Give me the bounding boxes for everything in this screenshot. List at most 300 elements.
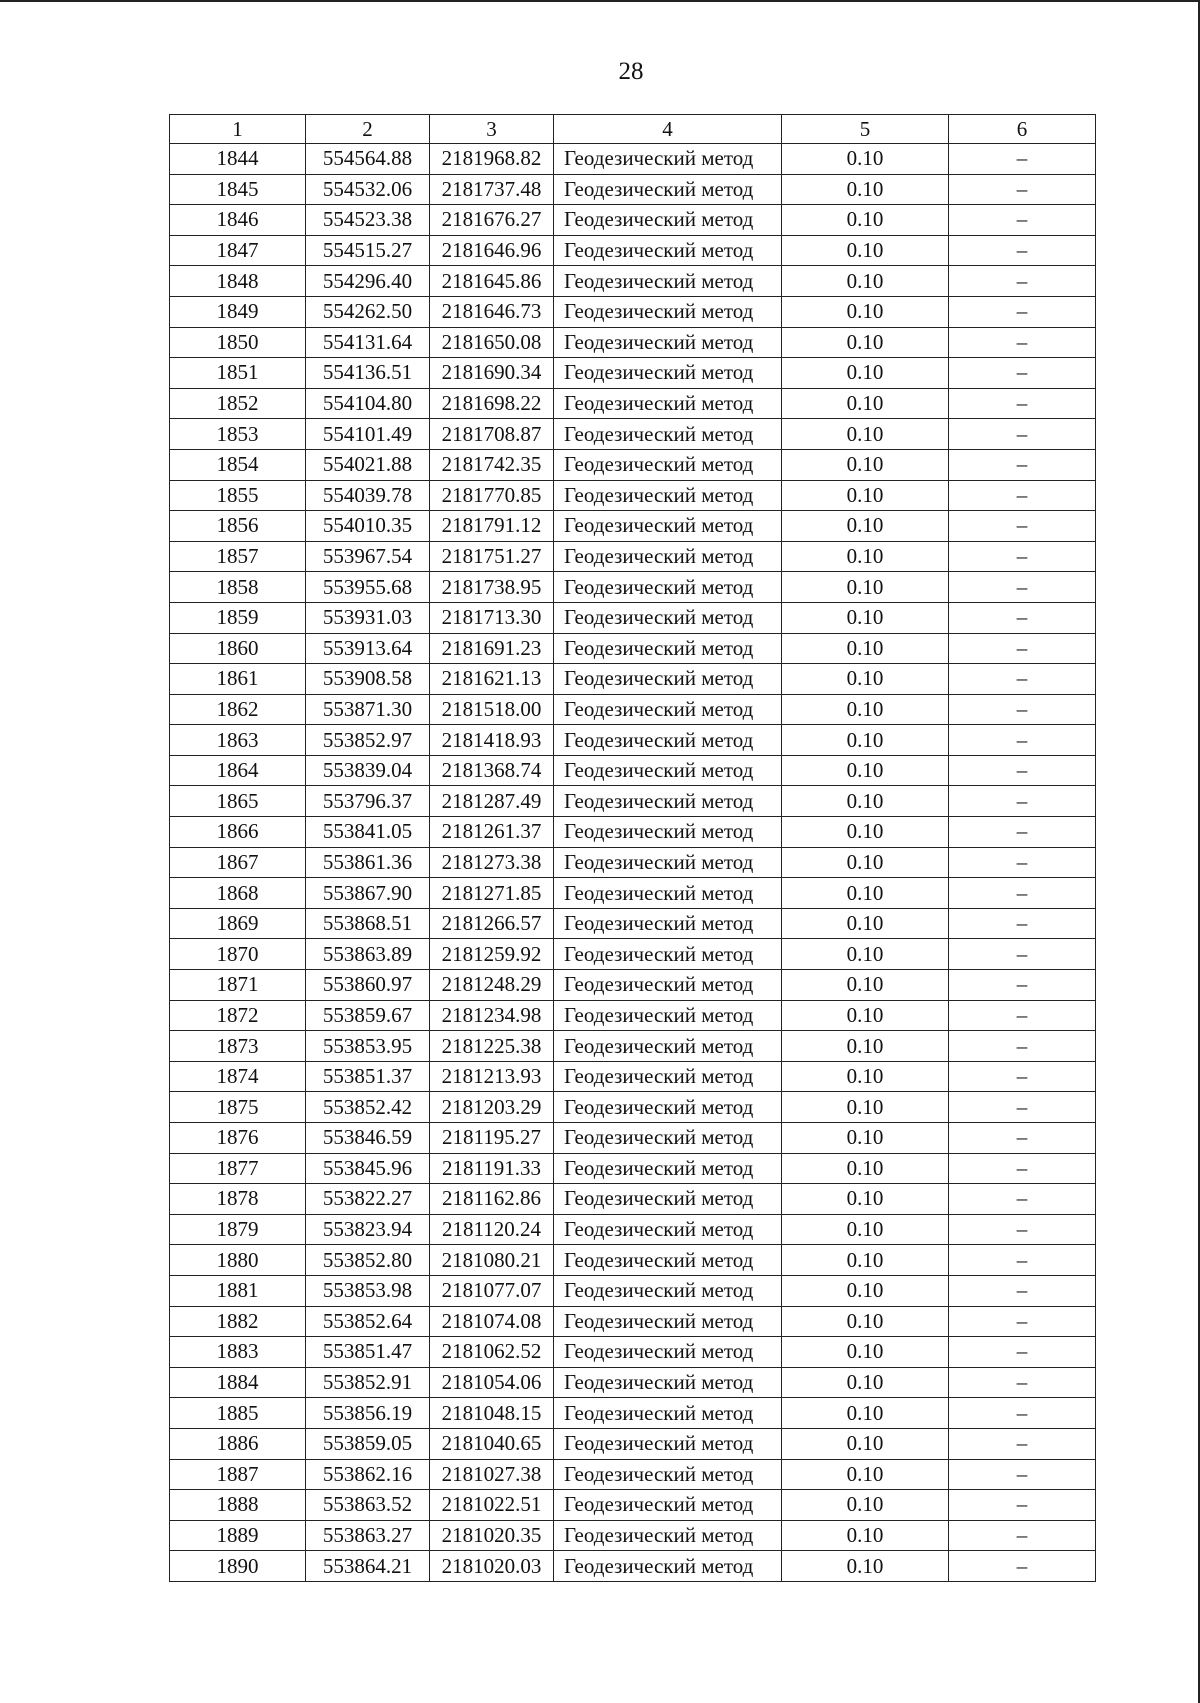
y-coordinate-cell: 2181621.13 (430, 664, 554, 695)
x-coordinate-cell: 554136.51 (306, 358, 430, 389)
table-row (170, 1490, 1096, 1521)
table-row (170, 908, 1096, 939)
x-coordinate-cell: 553867.90 (306, 878, 430, 909)
point-number-cell: 1872 (170, 1000, 306, 1031)
note-cell: – (949, 1367, 1096, 1398)
accuracy-cell: 0.10 (782, 1520, 949, 1551)
accuracy-cell: 0.10 (782, 327, 949, 358)
table-row (170, 1031, 1096, 1062)
point-number-cell: 1860 (170, 633, 306, 664)
note-cell: – (949, 786, 1096, 817)
table-row (170, 327, 1096, 358)
y-coordinate-cell: 2181708.87 (430, 419, 554, 450)
column-header: 3 (430, 115, 554, 144)
accuracy-cell: 0.10 (782, 1245, 949, 1276)
method-cell: Геодезический метод (554, 1123, 782, 1154)
point-number-cell: 1846 (170, 205, 306, 236)
point-number-cell: 1874 (170, 1061, 306, 1092)
table-row (170, 235, 1096, 266)
y-coordinate-cell: 2181698.22 (430, 388, 554, 419)
table-row (170, 511, 1096, 542)
x-coordinate-cell: 553913.64 (306, 633, 430, 664)
point-number-cell: 1887 (170, 1459, 306, 1490)
point-number-cell: 1879 (170, 1214, 306, 1245)
accuracy-cell: 0.10 (782, 1490, 949, 1521)
note-cell: – (949, 1490, 1096, 1521)
note-cell: – (949, 1245, 1096, 1276)
point-number-cell: 1862 (170, 694, 306, 725)
note-cell: – (949, 266, 1096, 297)
table-row (170, 358, 1096, 389)
point-number-cell: 1881 (170, 1275, 306, 1306)
table-row (170, 602, 1096, 633)
y-coordinate-cell: 2181271.85 (430, 878, 554, 909)
x-coordinate-cell: 554131.64 (306, 327, 430, 358)
method-cell: Геодезический метод (554, 755, 782, 786)
point-number-cell: 1884 (170, 1367, 306, 1398)
accuracy-cell: 0.10 (782, 633, 949, 664)
table-row (170, 1153, 1096, 1184)
point-number-cell: 1876 (170, 1123, 306, 1154)
method-cell: Геодезический метод (554, 1367, 782, 1398)
table-row (170, 1398, 1096, 1429)
x-coordinate-cell: 553864.21 (306, 1551, 430, 1582)
accuracy-cell: 0.10 (782, 694, 949, 725)
x-coordinate-cell: 554296.40 (306, 266, 430, 297)
method-cell: Геодезический метод (554, 939, 782, 970)
table-row (170, 1245, 1096, 1276)
note-cell: – (949, 388, 1096, 419)
method-cell: Геодезический метод (554, 419, 782, 450)
accuracy-cell: 0.10 (782, 572, 949, 603)
y-coordinate-cell: 2181248.29 (430, 970, 554, 1001)
note-cell: – (949, 1214, 1096, 1245)
y-coordinate-cell: 2181713.30 (430, 602, 554, 633)
method-cell: Геодезический метод (554, 633, 782, 664)
note-cell: – (949, 1551, 1096, 1582)
note-cell: – (949, 939, 1096, 970)
x-coordinate-cell: 553931.03 (306, 602, 430, 633)
method-cell: Геодезический метод (554, 1245, 782, 1276)
x-coordinate-cell: 553859.67 (306, 1000, 430, 1031)
point-number-cell: 1886 (170, 1428, 306, 1459)
y-coordinate-cell: 2181287.49 (430, 786, 554, 817)
y-coordinate-cell: 2181225.38 (430, 1031, 554, 1062)
point-number-cell: 1850 (170, 327, 306, 358)
x-coordinate-cell: 554039.78 (306, 480, 430, 511)
point-number-cell: 1855 (170, 480, 306, 511)
method-cell: Геодезический метод (554, 694, 782, 725)
accuracy-cell: 0.10 (782, 1551, 949, 1582)
x-coordinate-cell: 554101.49 (306, 419, 430, 450)
table-row (170, 786, 1096, 817)
y-coordinate-cell: 2181191.33 (430, 1153, 554, 1184)
point-number-cell: 1883 (170, 1337, 306, 1368)
x-coordinate-cell: 554515.27 (306, 235, 430, 266)
x-coordinate-cell: 553908.58 (306, 664, 430, 695)
point-number-cell: 1873 (170, 1031, 306, 1062)
note-cell: – (949, 144, 1096, 175)
x-coordinate-cell: 554262.50 (306, 296, 430, 327)
table-row (170, 572, 1096, 603)
table-row (170, 694, 1096, 725)
accuracy-cell: 0.10 (782, 1184, 949, 1215)
method-cell: Геодезический метод (554, 1184, 782, 1215)
method-cell: Геодезический метод (554, 1459, 782, 1490)
note-cell: – (949, 633, 1096, 664)
x-coordinate-cell: 553955.68 (306, 572, 430, 603)
accuracy-cell: 0.10 (782, 1306, 949, 1337)
point-number-cell: 1864 (170, 755, 306, 786)
table-row (170, 1061, 1096, 1092)
accuracy-cell: 0.10 (782, 1000, 949, 1031)
note-cell: – (949, 1306, 1096, 1337)
method-cell: Геодезический метод (554, 205, 782, 236)
table-row (170, 296, 1096, 327)
point-number-cell: 1851 (170, 358, 306, 389)
y-coordinate-cell: 2181791.12 (430, 511, 554, 542)
method-cell: Геодезический метод (554, 786, 782, 817)
method-cell: Геодезический метод (554, 480, 782, 511)
method-cell: Геодезический метод (554, 144, 782, 175)
x-coordinate-cell: 553822.27 (306, 1184, 430, 1215)
table-header-row (170, 115, 1096, 144)
table-row (170, 664, 1096, 695)
note-cell: – (949, 847, 1096, 878)
x-coordinate-cell: 553967.54 (306, 541, 430, 572)
method-cell: Геодезический метод (554, 1275, 782, 1306)
note-cell: – (949, 664, 1096, 695)
note-cell: – (949, 511, 1096, 542)
table-row (170, 205, 1096, 236)
y-coordinate-cell: 2181077.07 (430, 1275, 554, 1306)
x-coordinate-cell: 553852.91 (306, 1367, 430, 1398)
method-cell: Геодезический метод (554, 1031, 782, 1062)
point-number-cell: 1867 (170, 847, 306, 878)
method-cell: Геодезический метод (554, 1337, 782, 1368)
point-number-cell: 1859 (170, 602, 306, 633)
accuracy-cell: 0.10 (782, 1337, 949, 1368)
x-coordinate-cell: 553863.27 (306, 1520, 430, 1551)
y-coordinate-cell: 2181742.35 (430, 449, 554, 480)
point-number-cell: 1865 (170, 786, 306, 817)
note-cell: – (949, 878, 1096, 909)
point-number-cell: 1848 (170, 266, 306, 297)
table-row (170, 725, 1096, 756)
method-cell: Геодезический метод (554, 296, 782, 327)
y-coordinate-cell: 2181203.29 (430, 1092, 554, 1123)
note-cell: – (949, 1428, 1096, 1459)
point-number-cell: 1885 (170, 1398, 306, 1429)
method-cell: Геодезический метод (554, 1214, 782, 1245)
x-coordinate-cell: 554532.06 (306, 174, 430, 205)
method-cell: Геодезический метод (554, 1306, 782, 1337)
x-coordinate-cell: 553862.16 (306, 1459, 430, 1490)
table-row (170, 1337, 1096, 1368)
y-coordinate-cell: 2181518.00 (430, 694, 554, 725)
point-number-cell: 1889 (170, 1520, 306, 1551)
method-cell: Геодезический метод (554, 1000, 782, 1031)
accuracy-cell: 0.10 (782, 388, 949, 419)
point-number-cell: 1847 (170, 235, 306, 266)
table-row (170, 144, 1096, 175)
y-coordinate-cell: 2181259.92 (430, 939, 554, 970)
accuracy-cell: 0.10 (782, 817, 949, 848)
method-cell: Геодезический метод (554, 817, 782, 848)
note-cell: – (949, 358, 1096, 389)
point-number-cell: 1861 (170, 664, 306, 695)
note-cell: – (949, 1092, 1096, 1123)
accuracy-cell: 0.10 (782, 449, 949, 480)
method-cell: Геодезический метод (554, 449, 782, 480)
accuracy-cell: 0.10 (782, 878, 949, 909)
method-cell: Геодезический метод (554, 1153, 782, 1184)
y-coordinate-cell: 2181646.73 (430, 296, 554, 327)
y-coordinate-cell: 2181213.93 (430, 1061, 554, 1092)
note-cell: – (949, 235, 1096, 266)
table-row (170, 755, 1096, 786)
y-coordinate-cell: 2181162.86 (430, 1184, 554, 1215)
accuracy-cell: 0.10 (782, 1367, 949, 1398)
x-coordinate-cell: 553861.36 (306, 847, 430, 878)
method-cell: Геодезический метод (554, 908, 782, 939)
method-cell: Геодезический метод (554, 1520, 782, 1551)
table-row (170, 541, 1096, 572)
y-coordinate-cell: 2181968.82 (430, 144, 554, 175)
table-row (170, 1123, 1096, 1154)
note-cell: – (949, 725, 1096, 756)
x-coordinate-cell: 554564.88 (306, 144, 430, 175)
method-cell: Геодезический метод (554, 725, 782, 756)
column-header: 4 (554, 115, 782, 144)
accuracy-cell: 0.10 (782, 1123, 949, 1154)
y-coordinate-cell: 2181054.06 (430, 1367, 554, 1398)
x-coordinate-cell: 553860.97 (306, 970, 430, 1001)
point-number-cell: 1877 (170, 1153, 306, 1184)
note-cell: – (949, 205, 1096, 236)
note-cell: – (949, 908, 1096, 939)
accuracy-cell: 0.10 (782, 908, 949, 939)
point-number-cell: 1866 (170, 817, 306, 848)
x-coordinate-cell: 553852.80 (306, 1245, 430, 1276)
page-number: 28 (618, 58, 644, 85)
method-cell: Геодезический метод (554, 1061, 782, 1092)
accuracy-cell: 0.10 (782, 755, 949, 786)
note-cell: – (949, 174, 1096, 205)
y-coordinate-cell: 2181676.27 (430, 205, 554, 236)
accuracy-cell: 0.10 (782, 1214, 949, 1245)
method-cell: Геодезический метод (554, 572, 782, 603)
table-row (170, 1306, 1096, 1337)
accuracy-cell: 0.10 (782, 1153, 949, 1184)
x-coordinate-cell: 553853.95 (306, 1031, 430, 1062)
point-number-cell: 1888 (170, 1490, 306, 1521)
note-cell: – (949, 1184, 1096, 1215)
table-row (170, 1367, 1096, 1398)
note-cell: – (949, 602, 1096, 633)
table-row (170, 388, 1096, 419)
accuracy-cell: 0.10 (782, 1092, 949, 1123)
y-coordinate-cell: 2181737.48 (430, 174, 554, 205)
point-number-cell: 1863 (170, 725, 306, 756)
y-coordinate-cell: 2181027.38 (430, 1459, 554, 1490)
y-coordinate-cell: 2181074.08 (430, 1306, 554, 1337)
table-row (170, 480, 1096, 511)
y-coordinate-cell: 2181080.21 (430, 1245, 554, 1276)
x-coordinate-cell: 553863.89 (306, 939, 430, 970)
y-coordinate-cell: 2181770.85 (430, 480, 554, 511)
accuracy-cell: 0.10 (782, 174, 949, 205)
table-row (170, 1520, 1096, 1551)
method-cell: Геодезический метод (554, 1398, 782, 1429)
accuracy-cell: 0.10 (782, 847, 949, 878)
note-cell: – (949, 1123, 1096, 1154)
accuracy-cell: 0.10 (782, 205, 949, 236)
accuracy-cell: 0.10 (782, 144, 949, 175)
x-coordinate-cell: 553856.19 (306, 1398, 430, 1429)
x-coordinate-cell: 553863.52 (306, 1490, 430, 1521)
accuracy-cell: 0.10 (782, 664, 949, 695)
point-number-cell: 1880 (170, 1245, 306, 1276)
column-header: 1 (170, 115, 306, 144)
x-coordinate-cell: 553796.37 (306, 786, 430, 817)
table-row (170, 1214, 1096, 1245)
method-cell: Геодезический метод (554, 664, 782, 695)
method-cell: Геодезический метод (554, 511, 782, 542)
point-number-cell: 1875 (170, 1092, 306, 1123)
point-number-cell: 1858 (170, 572, 306, 603)
note-cell: – (949, 1520, 1096, 1551)
y-coordinate-cell: 2181195.27 (430, 1123, 554, 1154)
x-coordinate-cell: 553852.97 (306, 725, 430, 756)
table-row (170, 1000, 1096, 1031)
table-row (170, 1428, 1096, 1459)
method-cell: Геодезический метод (554, 358, 782, 389)
point-number-cell: 1845 (170, 174, 306, 205)
y-coordinate-cell: 2181650.08 (430, 327, 554, 358)
table-row (170, 1275, 1096, 1306)
y-coordinate-cell: 2181062.52 (430, 1337, 554, 1368)
accuracy-cell: 0.10 (782, 725, 949, 756)
method-cell: Геодезический метод (554, 970, 782, 1001)
note-cell: – (949, 1398, 1096, 1429)
note-cell: – (949, 694, 1096, 725)
accuracy-cell: 0.10 (782, 511, 949, 542)
x-coordinate-cell: 553851.37 (306, 1061, 430, 1092)
note-cell: – (949, 970, 1096, 1001)
accuracy-cell: 0.10 (782, 1031, 949, 1062)
method-cell: Геодезический метод (554, 602, 782, 633)
method-cell: Геодезический метод (554, 1490, 782, 1521)
y-coordinate-cell: 2181040.65 (430, 1428, 554, 1459)
note-cell: – (949, 1337, 1096, 1368)
coordinates-table (169, 114, 1096, 1582)
point-number-cell: 1871 (170, 970, 306, 1001)
table-row (170, 449, 1096, 480)
x-coordinate-cell: 554010.35 (306, 511, 430, 542)
table-row (170, 878, 1096, 909)
method-cell: Геодезический метод (554, 1428, 782, 1459)
y-coordinate-cell: 2181234.98 (430, 1000, 554, 1031)
column-header: 2 (306, 115, 430, 144)
point-number-cell: 1869 (170, 908, 306, 939)
point-number-cell: 1878 (170, 1184, 306, 1215)
point-number-cell: 1849 (170, 296, 306, 327)
method-cell: Геодезический метод (554, 235, 782, 266)
note-cell: – (949, 755, 1096, 786)
x-coordinate-cell: 553852.42 (306, 1092, 430, 1123)
x-coordinate-cell: 553871.30 (306, 694, 430, 725)
method-cell: Геодезический метод (554, 541, 782, 572)
point-number-cell: 1853 (170, 419, 306, 450)
accuracy-cell: 0.10 (782, 266, 949, 297)
accuracy-cell: 0.10 (782, 1398, 949, 1429)
y-coordinate-cell: 2181738.95 (430, 572, 554, 603)
note-cell: – (949, 296, 1096, 327)
x-coordinate-cell: 553853.98 (306, 1275, 430, 1306)
column-header: 5 (782, 115, 949, 144)
y-coordinate-cell: 2181266.57 (430, 908, 554, 939)
note-cell: – (949, 1031, 1096, 1062)
note-cell: – (949, 480, 1096, 511)
note-cell: – (949, 1153, 1096, 1184)
accuracy-cell: 0.10 (782, 235, 949, 266)
point-number-cell: 1870 (170, 939, 306, 970)
accuracy-cell: 0.10 (782, 296, 949, 327)
table-row (170, 633, 1096, 664)
method-cell: Геодезический метод (554, 878, 782, 909)
note-cell: – (949, 327, 1096, 358)
method-cell: Геодезический метод (554, 847, 782, 878)
y-coordinate-cell: 2181690.34 (430, 358, 554, 389)
y-coordinate-cell: 2181368.74 (430, 755, 554, 786)
accuracy-cell: 0.10 (782, 602, 949, 633)
y-coordinate-cell: 2181022.51 (430, 1490, 554, 1521)
accuracy-cell: 0.10 (782, 1061, 949, 1092)
y-coordinate-cell: 2181646.96 (430, 235, 554, 266)
x-coordinate-cell: 554021.88 (306, 449, 430, 480)
y-coordinate-cell: 2181261.37 (430, 817, 554, 848)
column-header: 6 (949, 115, 1096, 144)
point-number-cell: 1857 (170, 541, 306, 572)
y-coordinate-cell: 2181751.27 (430, 541, 554, 572)
x-coordinate-cell: 554523.38 (306, 205, 430, 236)
x-coordinate-cell: 553841.05 (306, 817, 430, 848)
method-cell: Геодезический метод (554, 1551, 782, 1582)
accuracy-cell: 0.10 (782, 480, 949, 511)
table-row (170, 266, 1096, 297)
accuracy-cell: 0.10 (782, 1459, 949, 1490)
method-cell: Геодезический метод (554, 1092, 782, 1123)
y-coordinate-cell: 2181020.35 (430, 1520, 554, 1551)
x-coordinate-cell: 553852.64 (306, 1306, 430, 1337)
point-number-cell: 1852 (170, 388, 306, 419)
note-cell: – (949, 1061, 1096, 1092)
accuracy-cell: 0.10 (782, 1275, 949, 1306)
point-number-cell: 1856 (170, 511, 306, 542)
x-coordinate-cell: 553846.59 (306, 1123, 430, 1154)
x-coordinate-cell: 553845.96 (306, 1153, 430, 1184)
x-coordinate-cell: 553823.94 (306, 1214, 430, 1245)
y-coordinate-cell: 2181020.03 (430, 1551, 554, 1582)
y-coordinate-cell: 2181691.23 (430, 633, 554, 664)
y-coordinate-cell: 2181273.38 (430, 847, 554, 878)
accuracy-cell: 0.10 (782, 939, 949, 970)
x-coordinate-cell: 553859.05 (306, 1428, 430, 1459)
point-number-cell: 1890 (170, 1551, 306, 1582)
accuracy-cell: 0.10 (782, 358, 949, 389)
method-cell: Геодезический метод (554, 327, 782, 358)
